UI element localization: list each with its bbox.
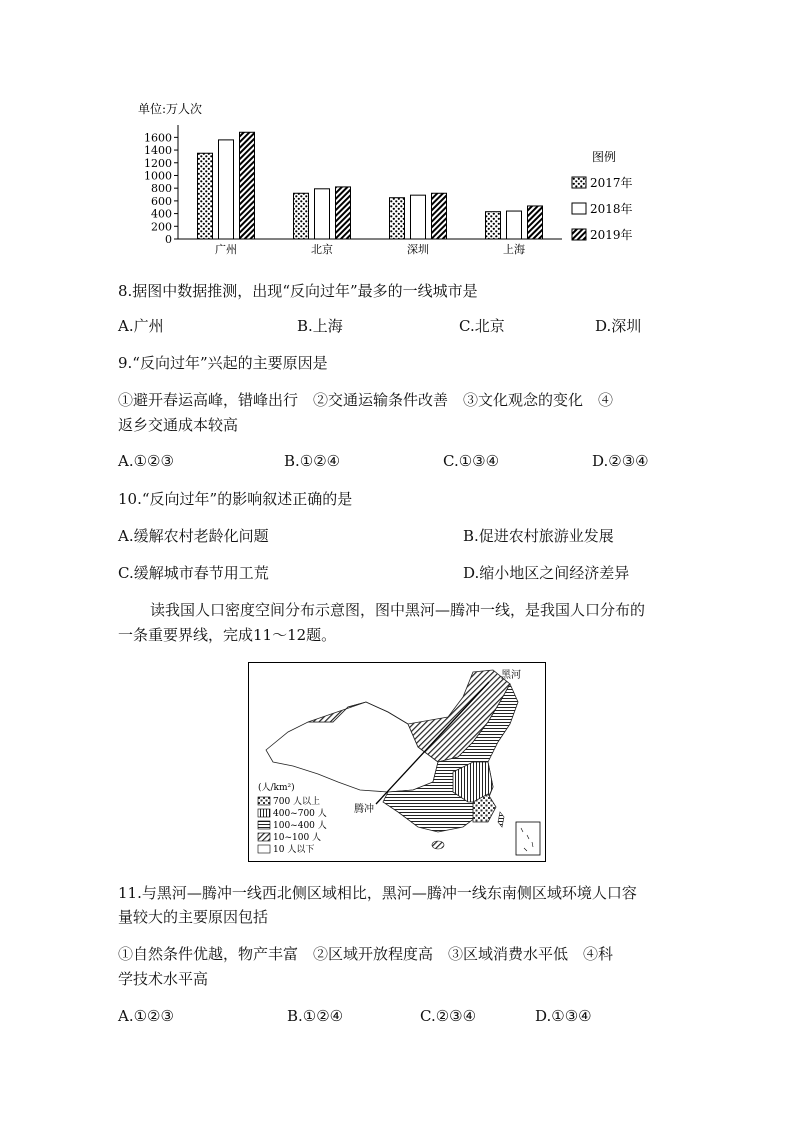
map-legend-unit: (人/km²) bbox=[258, 783, 295, 793]
bar bbox=[240, 132, 255, 239]
bar bbox=[432, 193, 447, 239]
q11-items-line1: ①自然条件优越，物产丰富 ②区域开放程度高 ③区域消费水平低 ④科 bbox=[118, 945, 614, 963]
bar bbox=[315, 189, 330, 239]
question-10-stem: 10.“反向过年”的影响叙述正确的是 bbox=[118, 490, 353, 508]
y-tick-label: 600 bbox=[151, 194, 172, 208]
q9-option-d: D.②③④ bbox=[592, 452, 649, 470]
y-tick-label: 200 bbox=[151, 220, 172, 234]
q9-option-b: B.①②④ bbox=[284, 452, 341, 470]
population-density-map bbox=[248, 662, 546, 862]
question-9-stem: 9.“反向过年”兴起的主要原因是 bbox=[118, 354, 328, 372]
q10-option-c: C.缓解城市春节用工荒 bbox=[118, 564, 269, 582]
bar bbox=[294, 193, 309, 239]
q8-option-b: B.上海 bbox=[297, 317, 343, 335]
y-tick-label: 800 bbox=[151, 182, 172, 196]
question-11-stem-line2: 量较大的主要原因包括 bbox=[118, 908, 269, 926]
map-island-hainan bbox=[432, 841, 444, 849]
legend-swatch bbox=[572, 203, 586, 214]
y-tick-label: 1600 bbox=[144, 131, 172, 145]
x-tick-label: 深圳 bbox=[407, 243, 429, 256]
y-tick-label: 1000 bbox=[144, 169, 172, 183]
bar bbox=[411, 195, 426, 239]
bar bbox=[336, 187, 351, 239]
question-8-stem: 8.据图中数据推测，出现“反向过年”最多的一线城市是 bbox=[118, 282, 478, 300]
bar bbox=[486, 212, 501, 239]
map-legend-item-4: 10~100 人 bbox=[273, 833, 322, 843]
legend-swatch bbox=[572, 177, 586, 188]
chart-unit-label: 单位:万人次 bbox=[138, 102, 203, 116]
bar bbox=[390, 198, 405, 239]
bar bbox=[528, 206, 543, 239]
y-tick-label: 1200 bbox=[144, 156, 172, 170]
intro-line1: 读我国人口密度空间分布示意图，图中黑河—腾冲一线，是我国人口分布的 bbox=[150, 601, 646, 619]
legend-swatch bbox=[572, 229, 586, 240]
map-legend-item-3: 100~400 人 bbox=[273, 821, 327, 831]
q8-option-a: A.广州 bbox=[118, 317, 164, 335]
q10-option-b: B.促进农村旅游业发展 bbox=[463, 527, 614, 545]
legend-item: 2018年 bbox=[590, 202, 633, 216]
map-legend-swatch-10 bbox=[258, 833, 270, 841]
map-legend-item-1: 700 人以上 bbox=[273, 797, 321, 807]
map-inset-south-china-sea bbox=[516, 822, 540, 855]
q9-option-a: A.①②③ bbox=[118, 452, 174, 470]
y-tick-label: 1400 bbox=[144, 144, 172, 158]
map-legend-swatch-below10 bbox=[258, 845, 270, 853]
q9-option-c: C.①③④ bbox=[443, 452, 500, 470]
x-tick-label: 上海 bbox=[503, 243, 525, 256]
q10-option-a: A.缓解农村老龄化问题 bbox=[118, 527, 269, 545]
q11-option-b: B.①②④ bbox=[287, 1007, 344, 1025]
legend-item: 2017年 bbox=[590, 176, 633, 190]
bar-chart bbox=[110, 95, 670, 260]
q11-option-c: C.②③④ bbox=[420, 1007, 477, 1025]
map-legend-item-5: 10 人以下 bbox=[273, 845, 315, 855]
q11-option-d: D.①③④ bbox=[535, 1007, 592, 1025]
bar bbox=[219, 140, 234, 239]
map-legend-item-2: 400~700 人 bbox=[273, 809, 327, 819]
x-tick-label: 北京 bbox=[311, 243, 333, 256]
q8-option-c: C.北京 bbox=[459, 317, 505, 335]
map-legend-swatch-100 bbox=[258, 821, 270, 829]
q10-option-d: D.缩小地区之间经济差异 bbox=[463, 564, 630, 582]
bar bbox=[198, 153, 213, 239]
intro-line2: 一条重要界线，完成11～12题。 bbox=[118, 626, 337, 644]
map-label-heihe: 黑河 bbox=[501, 670, 521, 681]
map-legend-swatch-700 bbox=[258, 797, 270, 805]
q11-items-line2: 学技术水平高 bbox=[118, 970, 209, 988]
y-tick-label: 400 bbox=[151, 207, 172, 221]
legend-item: 2019年 bbox=[590, 228, 633, 242]
legend-title: 图例 bbox=[592, 150, 617, 164]
x-tick-label: 广州 bbox=[215, 243, 237, 256]
question-11-stem-line1: 11.与黑河—腾冲一线西北侧区域相比，黑河—腾冲一线东南侧区域环境人口容 bbox=[118, 884, 637, 902]
q9-items-line2: 返乡交通成本较高 bbox=[118, 416, 239, 434]
q8-option-d: D.深圳 bbox=[595, 317, 642, 335]
y-tick-label: 0 bbox=[165, 233, 172, 246]
bar bbox=[507, 211, 522, 239]
map-label-tengchong: 腾冲 bbox=[354, 804, 374, 815]
q11-option-a: A.①②③ bbox=[118, 1007, 174, 1025]
q9-items-line1: ①避开春运高峰，错峰出行 ②交通运输条件改善 ③文化观念的变化 ④ bbox=[118, 391, 614, 409]
map-legend-swatch-400 bbox=[258, 809, 270, 817]
